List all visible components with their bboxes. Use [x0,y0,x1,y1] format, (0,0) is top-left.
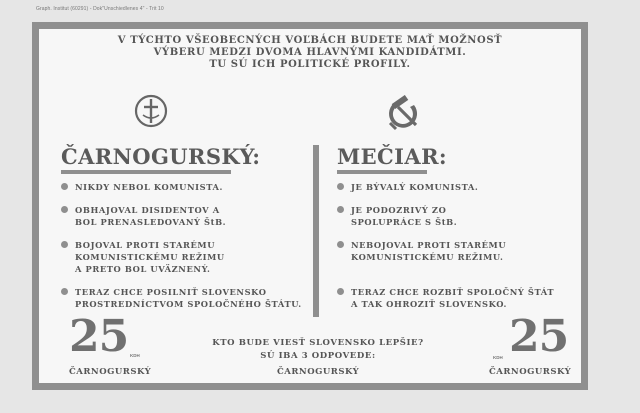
list-item-line: OBHAJOVAL DISIDENTOV A [75,205,220,215]
name-underline [61,170,231,174]
candidate-name-right: MEČIAR: [337,144,448,169]
list-item [61,239,301,275]
bullet-icon [337,288,344,295]
list-item [61,286,301,310]
bullet-icon [337,206,344,213]
column-divider [313,145,319,317]
party-label-right: KDH [493,355,503,360]
intro-line: TU SÚ ICH POLITICKÉ PROFILY. [209,59,411,70]
list-item-line: JE PODOZRIVÝ ZO [351,205,447,215]
list-item-line: A PRETO BOL UVÄZNENÝ. [75,264,211,274]
bullet-icon [61,206,68,213]
list-item-line: KOMUNISTICKÉMU REŽIMU [75,252,225,262]
list-item-line: TERAZ CHCE POSILNIŤ SLOVENSKO [75,287,267,297]
header-strip: Graph. Institut (60291) - Dok"Unschiedlenes 4" - Trit 10 [36,6,164,12]
list-item [61,181,301,193]
intro-text [39,35,581,71]
bullet-icon [61,241,68,248]
list-item-line: TERAZ CHCE ROZBIŤ SPOLOČNÝ ŠTÁT [351,287,555,297]
list-item [337,204,577,228]
list-item-line: SPOLUPRÁCE S ŠtB. [351,217,458,227]
left-profile-list [61,181,301,310]
left-candidate-profile [61,145,301,310]
intro-line: VÝBERU MEDZI DVOMA HLAVNÝMI KANDIDÁTMI. [153,47,467,58]
list-item [61,204,301,228]
bullet-icon [61,183,68,190]
list-item-line: KOMUNISTICKÉMU REŽIMU. [351,252,504,262]
question-line: SÚ IBA 3 ODPOVEDE: [260,351,376,361]
answer-name: ČARNOGURSKÝ [277,367,360,377]
ballot-number-left: 25 [69,311,129,362]
list-item [337,286,577,310]
list-item-line: A TAK OHROZIŤ SLOVENSKO. [351,299,508,309]
party-label-left: KDH [130,353,140,358]
list-item-line: NIKDY NEBOL KOMUNISTA. [75,182,224,192]
bullet-icon [337,241,344,248]
hammer-sickle-icon [384,95,424,131]
bullet-icon [61,288,68,295]
ballot-number-right: 25 [509,311,569,362]
cross-in-circle-icon [134,94,168,128]
right-profile-list [337,181,577,310]
closing-question [179,337,457,363]
list-item [337,239,577,263]
right-candidate-profile [337,145,577,310]
list-item-line: BOJOVAL PROTI STARÉMU [75,240,216,250]
candidate-name-left: ČARNOGURSKÝ: [61,144,261,169]
list-item [337,181,577,193]
list-item-line: JE BÝVALÝ KOMUNISTA. [351,182,479,192]
intro-line: V TÝCHTO VŠEOBECNÝCH VOĽBÁCH BUDETE MAŤ MOŽNOSŤ [117,35,503,46]
footer-name-left: ČARNOGURSKÝ [69,367,152,377]
election-poster [32,22,588,390]
list-item-line: NEBOJOVAL PROTI STARÉMU [351,240,507,250]
question-line: KTO BUDE VIESŤ SLOVENSKO LEPŠIE? [212,338,424,348]
list-item-line: BOL PRENASLEDOVANÝ ŠtB. [75,217,227,227]
name-underline [337,170,427,174]
bullet-icon [337,183,344,190]
footer-name-right: ČARNOGURSKÝ [489,367,572,377]
list-item-line: PROSTREDNÍCTVOM SPOLOČNÉHO ŠTÁTU. [75,299,302,309]
